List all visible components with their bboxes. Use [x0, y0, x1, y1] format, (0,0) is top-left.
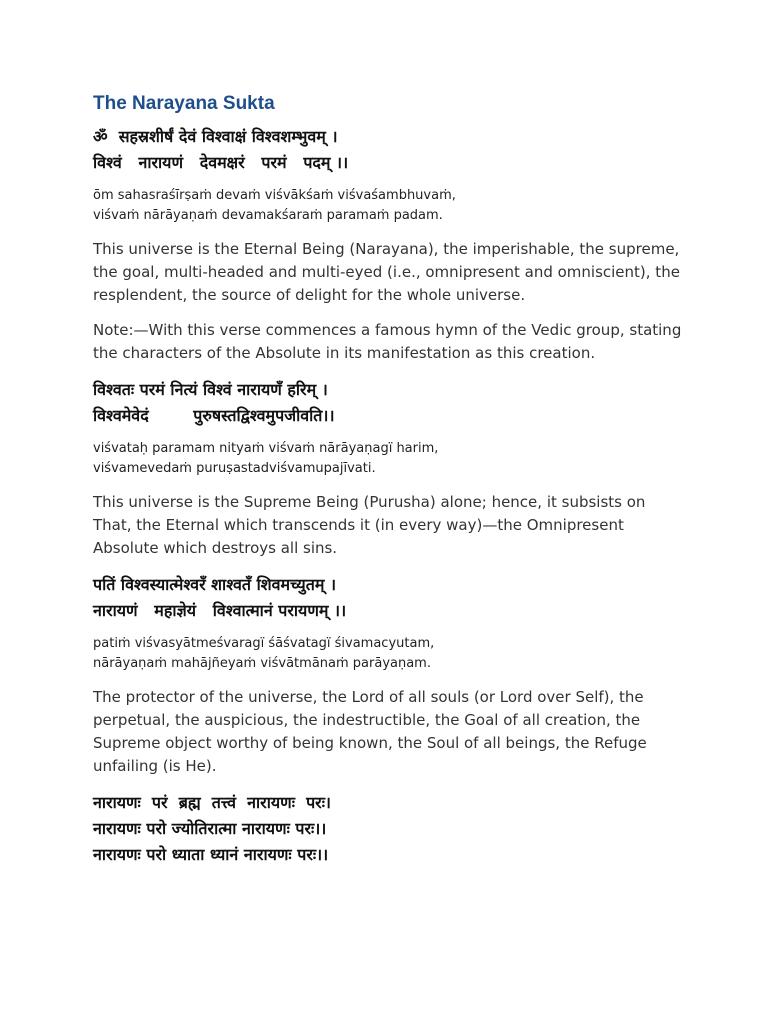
- translation-paragraph: This universe is the Supreme Being (Purusha) alone; hence, it subsists on That, the Eternal which transcends it (in every way)—the Omnipresent Absolute which destroys all sins.: [93, 493, 646, 557]
- sanskrit-verse-2: [93, 377, 683, 429]
- sanskrit-line: नारायणः परो ध्याता ध्यानं नारायणः परः।।: [93, 845, 329, 864]
- sanskrit-line: विश्वं नारायणं देवमक्षरं परमं पदम् ।।: [93, 153, 349, 172]
- note-paragraph: Note:—With this verse commences a famous hymn of the Vedic group, stating the characters of the Absolute in its manifestation as this creation.: [93, 321, 682, 362]
- sanskrit-line: नारायणः परो ज्योतिरात्मा नारायणः परः।।: [93, 819, 327, 838]
- sanskrit-line: पतिं विश्वस्यात्मेश्वरँ शाश्वतँ शिवमच्युतम् ।: [93, 575, 337, 594]
- sanskrit-line: ॐ सहस्रशीर्षं देवं विश्वाक्षं विश्वशम्भुवम् ।: [93, 127, 338, 146]
- sanskrit-verse-4: [93, 790, 683, 868]
- document-page: [93, 92, 683, 878]
- transliteration-line: ōm sahasraśīrṣaṁ devaṁ viśvākśaṁ viśvaśambhuvaṁ,: [93, 188, 456, 203]
- translation-paragraph: The protector of the universe, the Lord of all souls (or Lord over Self), the perpetual, the auspicious, the indestructible, the Goal of all creation, the Supreme object worthy of being known, the Soul of all beings, the Refuge unfailing (is He).: [93, 688, 647, 775]
- transliteration-line: viśvamevedaṁ puruṣastadviśvamupajīvati.: [93, 461, 376, 476]
- transliteration-line: viśvataḥ paramam nityaṁ viśvaṁ nārāyaṇagï harim,: [93, 441, 439, 456]
- sanskrit-line: नारायणं महाज्ञेयं विश्वात्मानं परायणम् ।।: [93, 601, 347, 620]
- transliteration-line: nārāyaṇaṁ mahājñeyaṁ viśvātmānaṁ parāyaṇam.: [93, 656, 431, 671]
- sanskrit-line: विश्वमेवेदं पुरुषस्तद्विश्वमुपजीवति।।: [93, 406, 335, 425]
- sanskrit-verse-1: [93, 124, 683, 176]
- transliteration-3: [93, 634, 683, 674]
- sanskrit-line: विश्वतः परमं नित्यं विश्वं नारायणँ हरिम् ।: [93, 380, 328, 399]
- transliteration-2: [93, 439, 683, 479]
- sanskrit-line: नारायणः परं ब्रह्म तत्त्वं नारायणः परः।: [93, 793, 331, 812]
- translation-paragraph: This universe is the Eternal Being (Narayana), the imperishable, the supreme, the goal, multi-headed and multi-eyed (i.e., omnipresent and omniscient), the resplendent, the source of delight for the whole universe.: [93, 240, 680, 304]
- sanskrit-verse-3: [93, 572, 683, 624]
- transliteration-1: [93, 186, 683, 226]
- page-title: The Narayana Sukta: [93, 93, 275, 114]
- transliteration-line: patiṁ viśvasyātmeśvaragï śāśvatagï śivamacyutam,: [93, 636, 435, 651]
- transliteration-line: viśvaṁ nārāyaṇaṁ devamakśaraṁ paramaṁ padam.: [93, 208, 443, 223]
